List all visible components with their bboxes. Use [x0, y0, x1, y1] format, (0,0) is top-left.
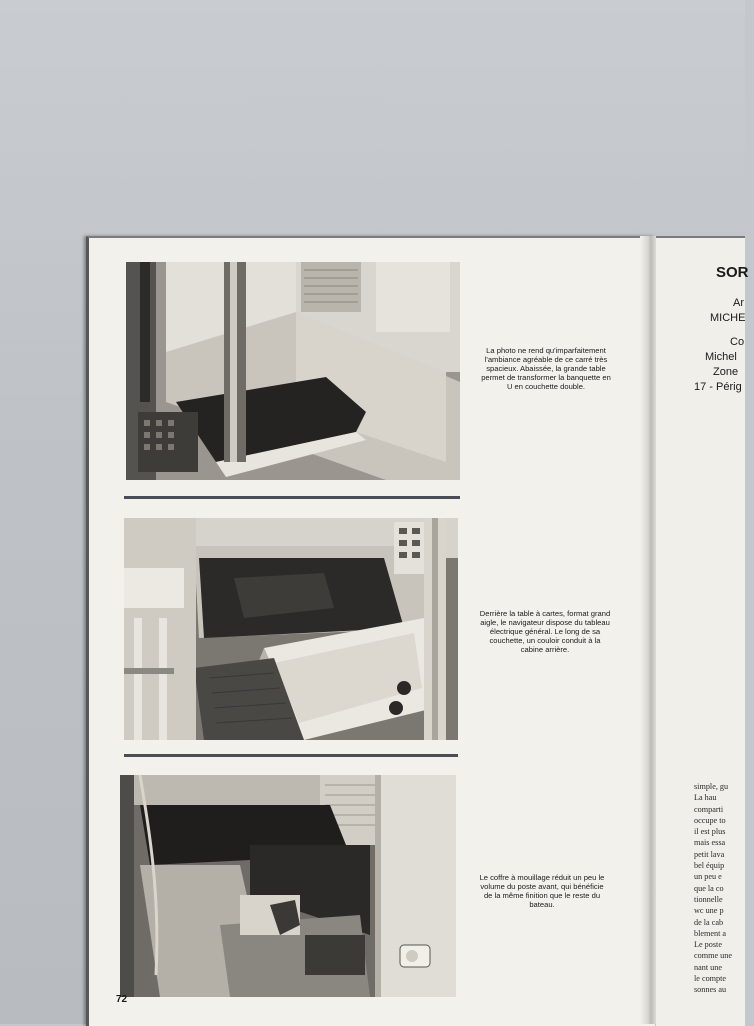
body-line: comparti [694, 804, 724, 814]
body-line: simple, gu [694, 782, 729, 791]
body-line: nant une [694, 962, 722, 972]
body-line: comme une [694, 951, 732, 961]
body-line: blement a [694, 928, 727, 938]
photo-chart-table [124, 518, 458, 740]
caption-photo2: Derrière la table à cartes, format grand aigle, le navigateur dispose du tableau électrique général. Le long de sa couchette, un couloir conduit à la cabine arrière. [479, 609, 611, 654]
right-header-line: 17 - Périg [694, 381, 742, 393]
body-line: le compte [694, 974, 727, 984]
body-line: Le poste [694, 940, 722, 950]
body-line: un peu e [694, 872, 722, 882]
body-line: La hau [694, 793, 717, 803]
divider-rule-2 [124, 754, 458, 757]
right-header-line: Zone [713, 366, 739, 378]
right-body-text [694, 781, 754, 996]
caption-photo3: Le coffre à mouillage réduit un peu le volume du poste avant, qui bénéficie de la même finition que le reste du bateau. [479, 873, 605, 909]
photo-salon-table [126, 262, 460, 480]
body-line: occupe to [694, 815, 726, 825]
divider-rule-1 [124, 496, 460, 499]
body-line: que la co [694, 883, 724, 893]
body-line: il est plus [694, 827, 726, 837]
right-header-line: Michel [705, 351, 737, 363]
body-line: mais essa [694, 838, 726, 848]
body-line: tionnelle [694, 894, 723, 904]
right-header-line: Ar [733, 297, 744, 309]
right-header-line: Co [730, 336, 745, 348]
right-title: SOR [716, 264, 749, 281]
page-number: 72 [116, 994, 128, 1005]
body-line: sonnes au [694, 985, 727, 995]
photo-anchor-locker [120, 775, 456, 997]
body-line: wc une p [694, 906, 724, 916]
caption-photo1: La photo ne rend qu'imparfaitement l'ambiance agréable de ce carré très spacieux. Abaissée, la grande table permet de transformer la banquette en U en couchette double. [481, 346, 611, 391]
right-header-line: MICHE [710, 312, 746, 324]
body-line: de la cab [694, 917, 724, 927]
body-line: bel équip [694, 861, 725, 871]
body-line: petit lava [694, 849, 725, 859]
